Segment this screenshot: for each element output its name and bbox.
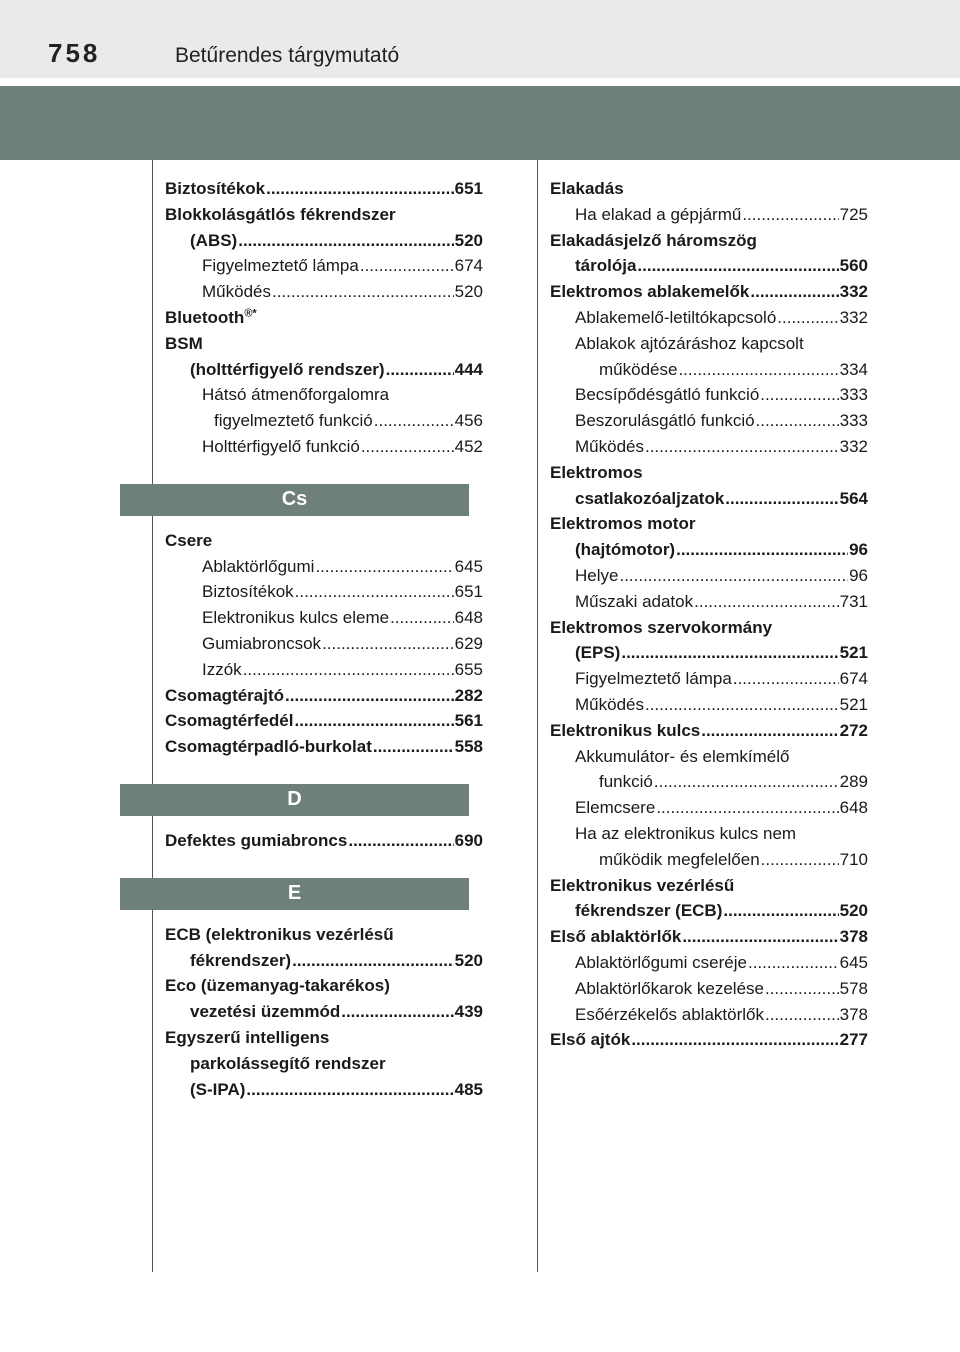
index-entry [550,718,868,744]
dot-leader [750,279,838,305]
entry-term: funkció [599,772,653,792]
entry-page-number: 452 [454,436,483,456]
entry-page-number: 731 [839,591,868,611]
index-entry [550,769,868,795]
entry-term: Első ablaktörlők [550,927,682,947]
index-entry [550,640,868,666]
entry-page-number: 332 [839,282,868,302]
entry-page-number: 560 [839,256,868,276]
index-entry [165,382,483,408]
entry-term: (hajtómotor) [575,540,676,560]
entry-term: Működés [575,436,644,456]
entry-page-number: 272 [839,720,868,740]
entry-term: Bluetooth®* [165,307,257,327]
index-entry [550,615,868,641]
entry-term: Ha az elektronikus kulcs nem [575,823,797,843]
index-entry [550,666,868,692]
index-entry [165,357,483,383]
entry-page-number: 334 [839,359,868,379]
dot-leader [748,950,839,976]
entry-page-number: 520 [839,901,868,921]
entry-page-number: 456 [454,411,483,431]
entry-term: Ablaktörlőkarok kezelése [575,978,764,998]
index-entry [165,1025,483,1051]
entry-term: Csomagtérajtó [165,685,285,705]
index-entry [165,202,483,228]
entry-term: működik megfelelően [599,849,760,869]
entry-term: Csomagtérfedél [165,711,294,731]
index-entry [550,1027,868,1053]
index-entry [550,976,868,1002]
index-entry [550,176,868,202]
index-entry [550,898,868,924]
dot-leader [272,279,454,305]
entry-term: Csere [165,530,213,550]
index-entry [165,579,483,605]
entry-page-number: 289 [839,772,868,792]
index-entry [550,331,868,357]
index-column-right [550,176,868,1053]
dot-leader [765,1002,839,1028]
entry-page-number: 96 [849,565,868,585]
dot-leader [637,253,838,279]
entry-page-number: 282 [454,685,483,705]
index-entry [550,382,868,408]
dot-leader [294,708,453,734]
dot-leader [348,828,453,854]
entry-term: BSM [165,333,203,353]
dot-leader [723,898,838,924]
entry-term: (holttérfigyelő rendszer) [190,359,385,379]
dot-leader [682,924,838,950]
entry-page-number: 333 [839,411,868,431]
entry-page-number: 333 [839,385,868,405]
index-entry [165,253,483,279]
entry-term: Első ajtók [550,1030,631,1050]
dot-leader [246,1077,453,1103]
letter-heading: Cs [120,484,469,516]
entry-page-number: 277 [839,1030,868,1050]
page-title: Betűrendes tárgymutató [175,44,400,67]
entry-page-number: 520 [454,950,483,970]
entry-term: Elektromos [550,462,643,482]
index-entry [165,708,483,734]
index-entry [550,950,868,976]
entry-term: Helye [575,565,619,585]
entry-page-number: 444 [454,359,483,379]
entry-page-number: 332 [839,436,868,456]
dot-leader [733,666,839,692]
dot-leader [678,357,838,383]
entry-term: figyelmeztető funkció [214,411,373,431]
entry-term: ECB (elektronikus vezérlésű [165,924,394,944]
dot-leader [374,408,454,434]
entry-page-number: 674 [454,256,483,276]
entry-term: Defektes gumiabroncs [165,830,348,850]
entry-term: Működés [575,694,644,714]
dot-leader [765,976,839,1002]
dot-leader [760,382,838,408]
dot-leader [694,589,839,615]
entry-page-number: 378 [839,927,868,947]
section-gap [165,460,483,484]
dot-leader [645,434,839,460]
dot-leader [285,683,454,709]
dot-leader [295,579,454,605]
dot-leader [645,692,839,718]
dot-leader [386,357,454,383]
index-entry [550,924,868,950]
index-entry [550,744,868,770]
entry-term: Beszorulásgátló funkció [575,411,755,431]
entry-page-number: 674 [839,669,868,689]
entry-term: vezetési üzemmód [190,1002,341,1022]
dot-leader [742,202,838,228]
index-entry [550,460,868,486]
entry-term: Elektronikus kulcs [550,720,701,740]
entry-page-number: 648 [454,608,483,628]
entry-term: Gumiabroncsok [202,633,322,653]
index-entry [165,605,483,631]
entry-page-number: 648 [839,798,868,818]
entry-term: Elemcsere [575,798,656,818]
index-entry [550,434,868,460]
dot-leader [243,657,454,683]
entry-term: Biztosítékok [202,582,294,602]
index-entry [550,511,868,537]
entry-term: (S-IPA) [190,1079,246,1099]
entry-term: Egyszerű intelligens [165,1027,330,1047]
index-entry [165,228,483,254]
section-gap [165,854,483,878]
dot-leader [756,408,839,434]
dot-leader [292,948,454,974]
index-entry [550,486,868,512]
index-entry [165,999,483,1025]
entry-term: tárolója [575,256,637,276]
entry-term: parkolássegítő rendszer [190,1053,386,1073]
entry-term: Blokkolásgátlós fékrendszer [165,204,396,224]
index-entry [550,202,868,228]
entry-page-number: 332 [839,307,868,327]
index-entry [550,847,868,873]
entry-term: Ablaktörlőgumi cseréje [575,952,747,972]
entry-term: Elakadás [550,179,624,198]
entry-term: Ablakemelő-letiltókapcsoló [575,307,777,327]
entry-page-number: 651 [454,179,483,198]
header-band [0,0,960,78]
entry-page-number: 520 [454,230,483,250]
entry-term: Esőérzékelős ablaktörlők [575,1004,764,1024]
entry-page-number: 485 [454,1079,483,1099]
entry-term: Elektromos ablakemelők [550,282,750,302]
index-entry [165,683,483,709]
dot-leader [238,228,453,254]
entry-term: Holttérfigyelő funkció [202,436,360,456]
section-band [0,86,960,160]
entry-page-number: 710 [839,849,868,869]
index-entry [165,434,483,460]
index-entry [550,589,868,615]
dot-leader [322,631,454,657]
index-entry [165,528,483,554]
index-entry [550,305,868,331]
index-entry [165,922,483,948]
index-entry [550,795,868,821]
dot-leader [266,176,453,202]
entry-term: (EPS) [575,643,621,663]
entry-term: Figyelmeztető lámpa [575,669,732,689]
entry-page-number: 690 [454,830,483,850]
entry-page-number: 564 [839,488,868,508]
entry-term: Ha elakad a gépjármű [575,204,742,224]
index-entry [550,357,868,383]
entry-term: működése [599,359,678,379]
page-number: 758 [48,38,101,68]
entry-superscript: ®* [244,307,257,320]
index-entry [165,948,483,974]
index-entry [165,657,483,683]
index-entry [550,228,868,254]
entry-term: (ABS) [190,230,238,250]
entry-term: Elektromos szervokormány [550,617,773,637]
entry-term: Működés [202,282,271,302]
entry-term: Hátsó átmenőforgalomra [202,385,390,405]
dot-leader [361,434,454,460]
entry-term: Akkumulátor- és elemkímélő [575,746,790,766]
dot-leader [656,795,838,821]
entry-term: csatlakozóaljzatok [575,488,725,508]
dot-leader [315,554,453,580]
dot-leader [373,734,454,760]
index-entry [165,631,483,657]
entry-page-number: 578 [839,978,868,998]
entry-term: Ablaktörlőgumi [202,556,315,576]
index-entry [550,692,868,718]
entry-term: Biztosítékok [165,179,266,198]
entry-term: Elektronikus vezérlésű [550,875,735,895]
dot-leader [390,605,454,631]
index-entry [550,408,868,434]
section-gap [165,760,483,784]
index-column-left [165,176,483,1102]
entry-page-number: 439 [454,1002,483,1022]
entry-term: fékrendszer (ECB) [575,901,723,921]
index-entry [165,734,483,760]
dot-leader [725,486,838,512]
entry-page-number: 645 [839,952,868,972]
dot-leader [761,847,839,873]
entry-term: Becsípődésgátló funkció [575,385,760,405]
entry-page-number: 521 [839,694,868,714]
entry-page-number: 558 [454,737,483,757]
entry-term: Elakadásjelző háromszög [550,230,757,250]
index-entry [165,176,483,202]
index-entry [550,279,868,305]
entry-page-number: 645 [454,556,483,576]
index-entry [165,305,483,331]
dot-leader [654,769,839,795]
entry-term: Elektromos motor [550,514,696,534]
column-rule-left [152,160,153,1272]
dot-leader [341,999,453,1025]
entry-term: Csomagtérpadló-burkolat [165,737,372,757]
letter-heading: E [120,878,469,910]
index-entry [165,973,483,999]
dot-leader [621,640,838,666]
entry-term: Izzók [202,659,242,679]
index-entry [165,828,483,854]
index-entry [165,408,483,434]
index-entry [550,1002,868,1028]
entry-page-number: 561 [454,711,483,731]
entry-page-number: 725 [839,204,868,224]
dot-leader [619,563,848,589]
entry-page-number: 655 [454,659,483,679]
entry-page-number: 96 [849,540,868,560]
entry-page-number: 378 [839,1004,868,1024]
entry-page-number: 521 [839,643,868,663]
index-entry [550,873,868,899]
entry-term: Eco (üzemanyag-takarékos) [165,976,390,996]
entry-page-number: 520 [454,282,483,302]
index-entry [550,821,868,847]
index-entry [165,1051,483,1077]
index-entry [165,331,483,357]
entry-term: Figyelmeztető lámpa [202,256,359,276]
index-entry [550,537,868,563]
index-entry [165,1077,483,1103]
entry-page-number: 651 [454,582,483,602]
dot-leader [676,537,848,563]
entry-page-number: 629 [454,633,483,653]
index-entry [165,279,483,305]
dot-leader [777,305,838,331]
entry-term: fékrendszer) [190,950,292,970]
entry-term: Elektronikus kulcs eleme [202,608,390,628]
index-entry [550,253,868,279]
index-entry [165,554,483,580]
entry-term: Műszaki adatok [575,591,694,611]
dot-leader [631,1027,838,1053]
column-rule-middle [537,160,538,1272]
index-entry [550,563,868,589]
dot-leader [701,718,838,744]
letter-heading: D [120,784,469,816]
entry-term: Ablakok ajtózáráshoz kapcsolt [575,333,804,353]
dot-leader [360,253,454,279]
